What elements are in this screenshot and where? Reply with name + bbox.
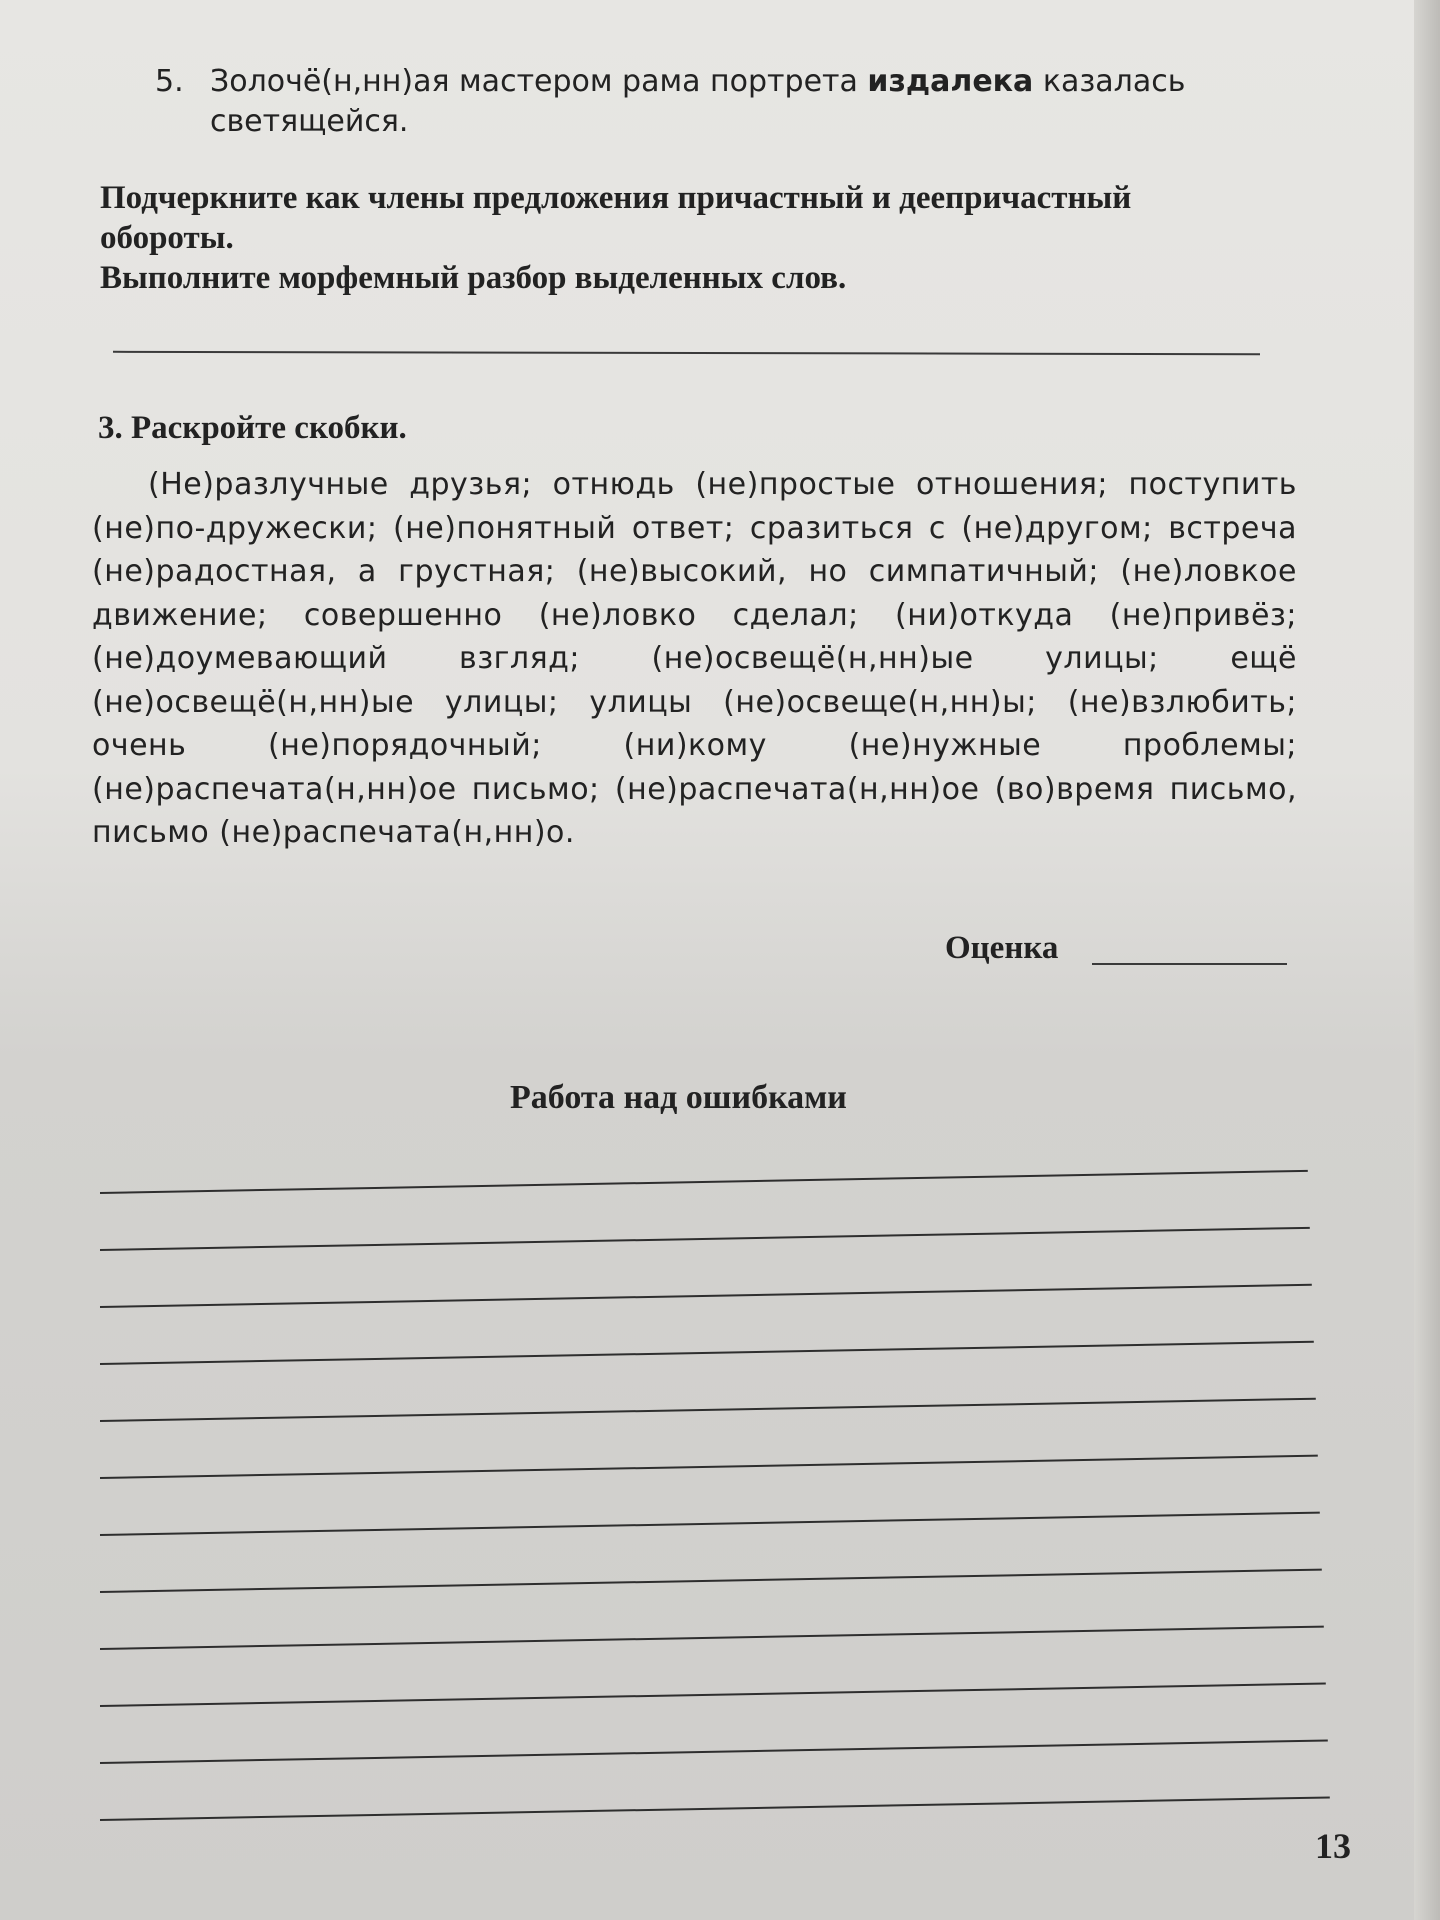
task-instructions xyxy=(100,178,1270,298)
sentence-part-2: казалась светящейся. xyxy=(210,64,1186,139)
writing-line xyxy=(100,1569,1322,1593)
grade-field-line xyxy=(1092,963,1287,965)
errors-section-title: Работа над ошибками xyxy=(510,1079,847,1116)
writing-line xyxy=(100,1455,1318,1479)
item-sentence xyxy=(210,62,1275,142)
answer-line xyxy=(113,351,1260,355)
task-3-text: (Не)разлучные друзья; отнюдь (не)простые отношения; поступить (не)по-дружески; (не)понятный ответ; сразиться с (не)другом; встреча (не)радостная, а грустная; (не)высокий, но симпатичный; (не)ловкое движение; совершенно (не)ловко сделал; (ни)откуда (не)привёз; (не)доумевающий взгляд; (не)освещё(н,нн)ые улицы; ещё (не)освещё(н,нн)ые улицы; улицы (не)освеще(н,нн)ы; (не)взлюбить; очень (не)порядочный; (ни)кому (не)нужные проблемы; (не)распечата(н,нн)ое письмо; (не)распечата(н,нн)ое (во)время письмо, письмо (не)распечата(н,нн)о. xyxy=(92,467,1297,850)
writing-line xyxy=(100,1796,1330,1821)
writing-line xyxy=(100,1398,1316,1422)
sentence-part-1: Золочё(н,нн)ая мастером рама портрета xyxy=(210,64,868,99)
exercise-item-5 xyxy=(155,62,1275,142)
item-number: 5. xyxy=(155,64,184,99)
next-page-edge xyxy=(1414,0,1440,1920)
writing-line xyxy=(100,1626,1324,1650)
writing-line xyxy=(100,1284,1312,1308)
task-3-title: 3. Раскройте скобки. xyxy=(98,410,407,446)
writing-line xyxy=(100,1227,1310,1251)
instruction-underline: Подчеркните как члены предложения причастный и деепричастный обороты. xyxy=(100,180,1132,256)
highlighted-word: издалека xyxy=(867,64,1034,99)
page-number: 13 xyxy=(1315,1826,1351,1866)
writing-line xyxy=(100,1512,1320,1536)
writing-line xyxy=(100,1683,1326,1707)
writing-line xyxy=(100,1739,1328,1764)
instruction-morpheme: Выполните морфемный разбор выделенных слов. xyxy=(100,260,847,296)
writing-line xyxy=(100,1341,1314,1365)
writing-line xyxy=(100,1170,1308,1194)
grade-label: Оценка xyxy=(945,930,1059,966)
